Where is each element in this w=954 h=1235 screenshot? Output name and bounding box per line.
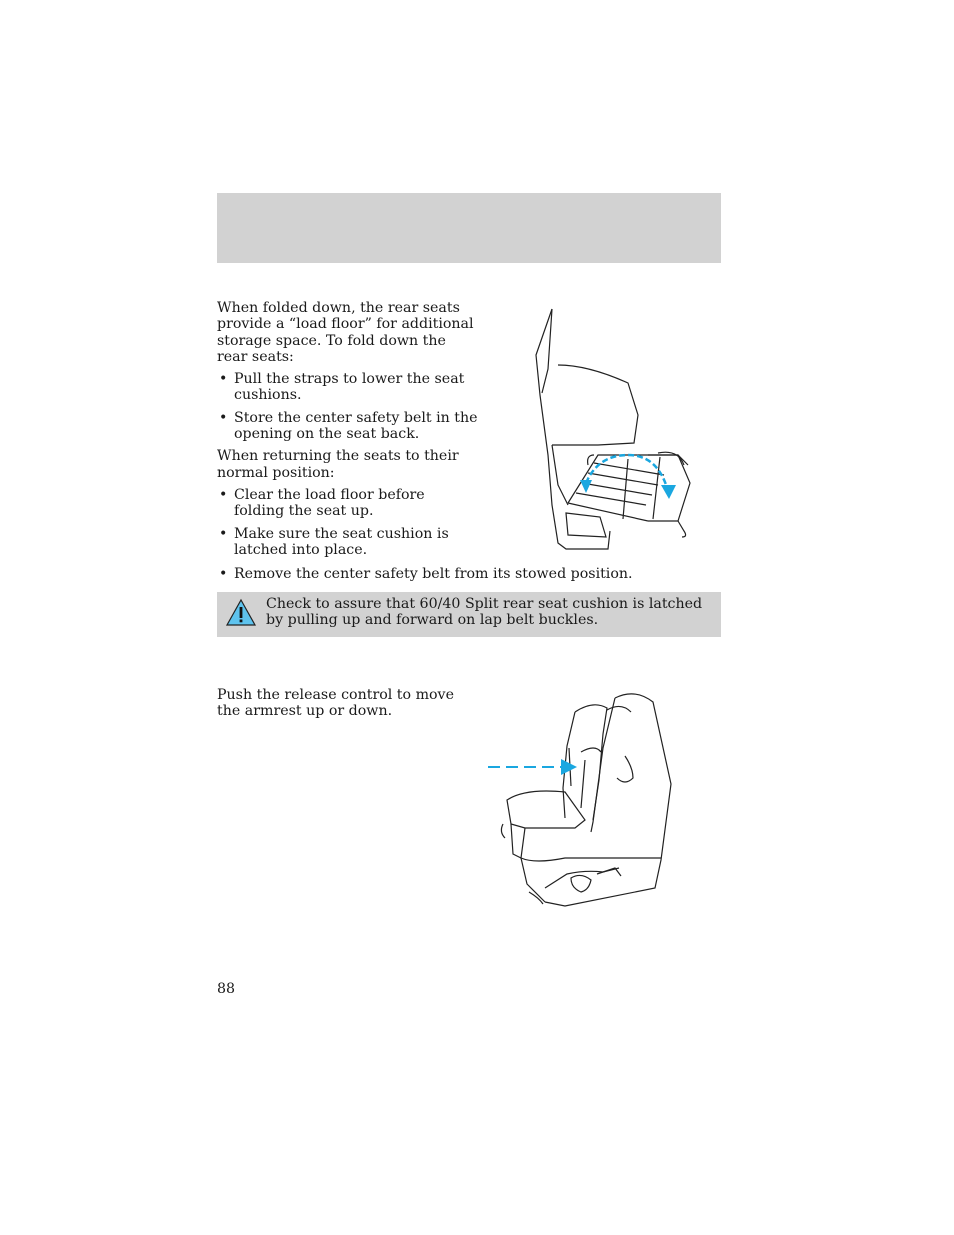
- full-width-bullet: • Remove the center safety belt from its stowed position.: [217, 566, 737, 582]
- arrow-head: [561, 759, 577, 775]
- page-number: 88: [217, 981, 236, 997]
- arrow-head: [580, 480, 592, 493]
- armrest-instructions: Push the release control to move the armrest up or down.: [217, 687, 454, 720]
- return-intro-paragraph: When returning the seats to their normal position:: [217, 448, 459, 481]
- return-bullet-list: [217, 487, 479, 558]
- list-item: Remove the center safety belt from its stowed position.: [234, 566, 633, 582]
- intro-paragraph: When folded down, the rear seats provide a “load floor” for additional storage space. To fold down the rear seats:: [217, 300, 474, 365]
- list-item: • Pull the straps to lower the seat cushions.: [217, 371, 479, 404]
- front-seat-armrest-illustration: [485, 688, 680, 916]
- warning-triangle-icon: [225, 598, 257, 632]
- warning-text: Check to assure that 60/40 Split rear seat cushion is latched by pulling up and forward on lap belt buckles.: [266, 596, 703, 629]
- header-band: [217, 193, 721, 263]
- fold-instructions: [217, 300, 479, 564]
- arrow-head: [661, 485, 676, 499]
- warning-box: [217, 592, 721, 637]
- rear-seat-fold-illustration: [528, 305, 700, 555]
- list-item: • Clear the load floor before folding the seat up.: [217, 487, 479, 520]
- list-item: • Store the center safety belt in the opening on the seat back.: [217, 410, 479, 443]
- fold-bullet-list: [217, 371, 479, 442]
- list-item: • Make sure the seat cushion is latched into place.: [217, 526, 479, 559]
